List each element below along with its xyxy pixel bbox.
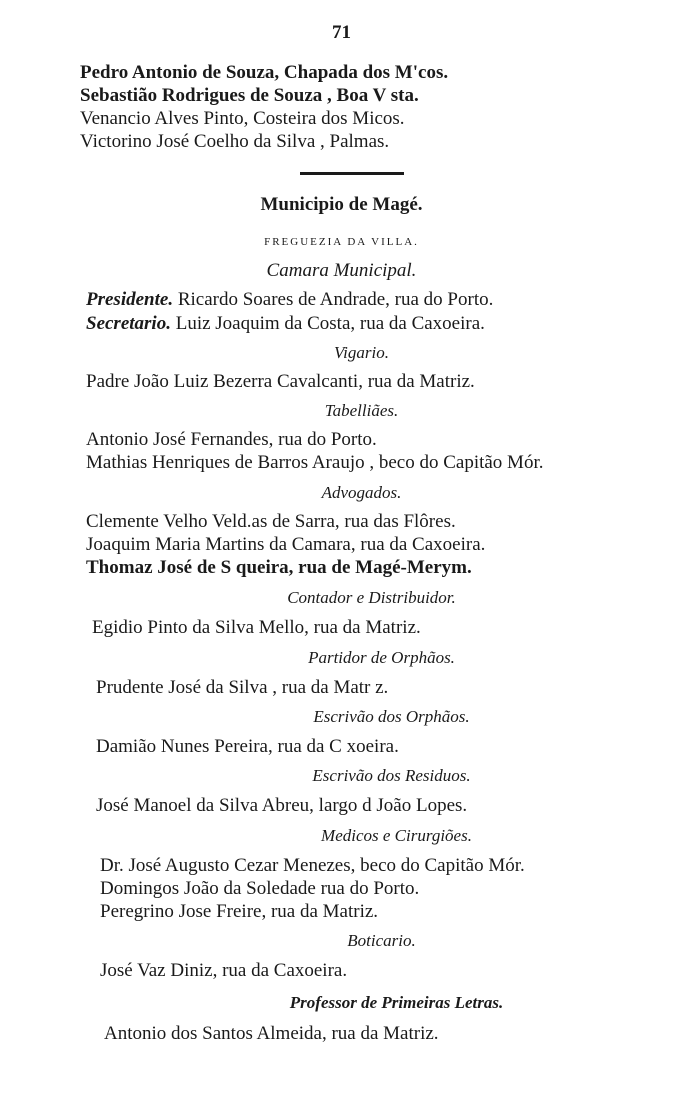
freguezia-heading: FREGUEZIA DA VILLA. — [264, 236, 419, 248]
professor-entry: Antonio dos Santos Almeida, rua da Matriz. — [104, 1023, 439, 1044]
escrivao-residuos-heading: Escrivão dos Residuos. — [312, 766, 471, 785]
contador-heading: Contador e Distribuidor. — [287, 588, 456, 607]
escrivao-residuos-entry: José Manoel da Silva Abreu, largo d João Lopes. — [96, 795, 468, 816]
professor-heading: Professor de Primeiras Letras. — [289, 993, 504, 1012]
escrivao-orphaos-entry: Damião Nunes Pereira, rua da C xoeira. — [96, 736, 399, 757]
secretario-entry — [86, 313, 485, 335]
boticario-entry: José Vaz Diniz, rua da Caxoeira. — [100, 960, 348, 981]
top-entry-1: Pedro Antonio de Souza, Chapada dos M'cos. — [80, 62, 449, 83]
contador-entry: Egidio Pinto da Silva Mello, rua da Matriz. — [92, 617, 421, 638]
secretario-text: Luiz Joaquim da Costa, rua da Caxoeira. — [170, 313, 485, 334]
presidente-label: Presidente. — [86, 289, 174, 310]
tabelliaes-entry-2: Mathias Henriques de Barros Araujo , beco do Capitão Mór. — [86, 452, 544, 473]
partidor-heading: Partidor de Orphãos. — [308, 648, 455, 667]
presidente-text: Ricardo Soares de Andrade, rua do Porto. — [173, 289, 494, 310]
vigario-heading: Vigario. — [334, 343, 389, 362]
section-divider — [300, 172, 404, 175]
top-entry-3: Venancio Alves Pinto, Costeira dos Micos. — [80, 108, 405, 129]
secretario-label: Secretario. — [86, 313, 171, 334]
advogados-entry-2: Joaquim Maria Martins da Camara, rua da Caxoeira. — [86, 534, 486, 555]
advogados-entry-3: Thomaz José de S queira, rua de Magé-Merym. — [86, 557, 472, 578]
vigario-entry: Padre João Luiz Bezerra Cavalcanti, rua da Matriz. — [86, 371, 475, 392]
tabelliaes-entry-1: Antonio José Fernandes, rua do Porto. — [86, 429, 377, 450]
partidor-entry: Prudente José da Silva , rua da Matr z. — [96, 677, 389, 698]
page-number: 71 — [332, 22, 351, 43]
boticario-heading: Boticario. — [347, 931, 416, 950]
advogados-heading: Advogados. — [321, 483, 402, 502]
top-entry-4: Victorino José Coelho da Silva , Palmas. — [80, 131, 390, 152]
medicos-entry-3: Peregrino Jose Freire, rua da Matriz. — [100, 901, 379, 922]
medicos-entry-1: Dr. José Augusto Cezar Menezes, beco do Capitão Mór. — [100, 855, 525, 876]
escrivao-orphaos-heading: Escrivão dos Orphãos. — [313, 707, 470, 726]
medicos-heading: Medicos e Cirurgiões. — [321, 826, 472, 845]
municipio-title: Municipio de Magé. — [260, 194, 423, 215]
tabelliaes-heading: Tabelliães. — [324, 401, 399, 420]
presidente-entry — [86, 289, 493, 311]
advogados-entry-1: Clemente Velho Veld.as de Sarra, rua das Flôres. — [86, 511, 456, 532]
medicos-entry-2: Domingos João da Soledade rua do Porto. — [100, 878, 420, 899]
camara-heading: Camara Municipal. — [266, 260, 417, 281]
top-entry-2: Sebastião Rodrigues de Souza , Boa V sta. — [80, 85, 419, 106]
